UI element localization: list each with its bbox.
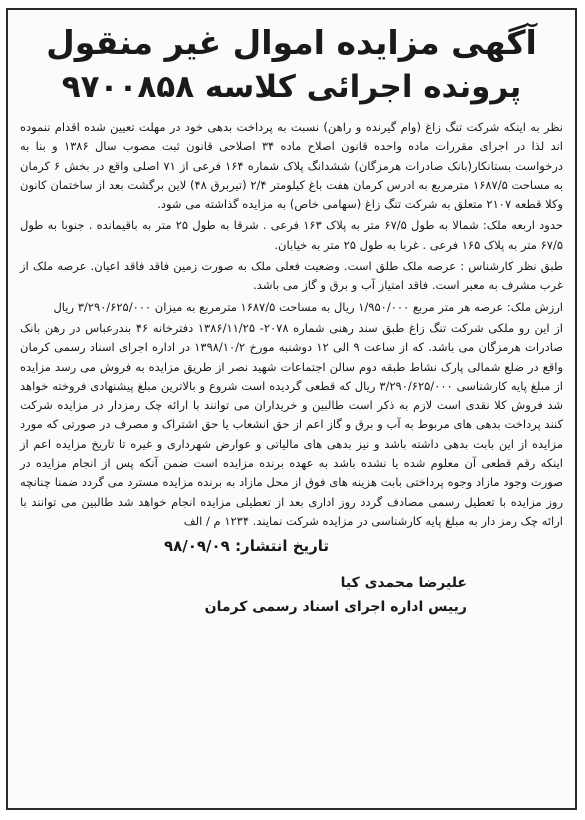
auction-notice xyxy=(6,8,577,810)
publish-date xyxy=(20,537,563,555)
paragraph-intro: نظر به اینکه شرکت تنگ زاغ (وام گیرنده و راهن) نسبت به پرداخت بدهی خود در مهلت تعیین شده اقدام ننموده اند لذا در اجرای مقررات ماده واحده قانون اصلاح ماده ۳۴ اصلاحی قانون ثبت مصوب سال ۱۳۸۶ و بنا به درخواست بستانکار(بانک صادرات هرمزگان) ششدانگ پلاک شماره ۱۶۴ فرعی از ۷۱ اصلی واقع در بخش ۶ کرمان به مساحت ۱۶۸۷/۵ مترمربع به ادرس کرمان هفت باغ کیلومتر ۲/۴ (تیربرق ۴۸) لاین برگشت بعد از ساختمان کانون وکلا قطعه ۲۱۰۷ متعلق به شرکت تنگ زاغ (سهامی خاص) به مزایده گذاشته می شود. xyxy=(20,120,563,212)
paragraph-auction-terms: از این رو ملکی شرکت تنگ زاغ طبق سند رهنی شماره ۲۰۷۸- ۱۳۸۶/۱۱/۲۵ دفترخانه ۴۶ بندرعباس در رهن بانک صادرات هرمزگان می باشد. که از ساعت ۹ الی ۱۲ دوشنبه مورخ ۱۳۹۸/۱۰/۲ در اداره اجرای اسناد رسمی کرمان واقع در ضلع شمالی پارک نشاط طبقه دوم سالن اجتماعات شهید نصر از طریق مزایده به فروش می رسد مزایده از مبلغ پایه کارشناسی ۳/۲۹۰/۶۲۵/۰۰۰ ریال که قطعی گردیده است شروع و بالاترین مبلغ پیشنهادی فروخته خواهد شد فروش کلا نقدی است لازم به ذکر است طالبین و خریداران می توانند با ارائه چک رمزدار در مزایده شرکت کنند پرداخت بدهی های مربوط به آب و برق و گاز اعم از حق انشعاب یا حق اشتراک و مصرف در صورتی که مورد مزایده از این بابت بدهی داشته باشد و نیز بدهی های مالیاتی و عوارض شهرداری و غیره تا تاریخ مزایده اعم از اینکه رقم قطعی آن معلوم شده یا نشده باشد به عهده برنده مزایده است ضمن آنکه پس از انجام مزایده در صورت وجود مازاد وجوه پرداختی بابت هزینه های فوق از محل مازاد به برنده مزایده مسترد می گردد ضمنا چنانچه روز مزایده با تعطیل رسمی مصادف گردد روز اداری بعد از تعطیلی مزایده انجام خواهد شد طالبین می توانند با ارائه چک رمز دار به مبلغ پایه کارشناسی در مزایده شرکت نمایند. ۱۲۳۴ م / الف xyxy=(20,320,563,528)
notice-title: آگهی مزایده اموال غیر منقول xyxy=(46,23,537,62)
signatory-title: رییس اداره اجرای اسناد رسمی کرمان xyxy=(204,599,467,616)
notice-body xyxy=(20,118,563,531)
paragraph-valuation: ارزش ملک: عرصه هر متر مربع ۱/۹۵۰/۰۰۰ ریال به مساحت ۱۶۸۷/۵ مترمربع به میزان ۳/۲۹۰/۶۲۵/۰۰۰ ریال xyxy=(53,299,563,314)
publish-date-label: تاریخ انتشار: xyxy=(235,537,330,556)
paragraph-expert-opinion: طبق نظر کارشناس : عرصه ملک طلق است. وضعیت فعلی ملک به صورت زمین فاقد فاقد اعیان. عرصه ملک از غرب مشرف به معبر است. فاقد امتیاز آب و برق و گاز می باشد. xyxy=(20,259,563,293)
paragraph-boundaries: حدود اربعه ملک: شمالا به طول ۶۷/۵ متر به پلاک ۱۶۳ فرعی . شرقا به طول ۲۵ متر به باقیمانده . جنوبا به طول ۶۷/۵ متر به پلاک ۱۶۵ فرعی . غربا به طول ۲۵ متر به خیابان. xyxy=(20,218,563,252)
signature-block xyxy=(20,571,563,619)
publish-date-value: ۹۸/۰۹/۰۹ xyxy=(163,537,230,556)
case-number-title: پرونده اجرائی کلاسه ۹۷۰۰۸۵۸ xyxy=(61,69,522,105)
signatory-name: علیرضا محمدی کیا xyxy=(340,575,467,592)
